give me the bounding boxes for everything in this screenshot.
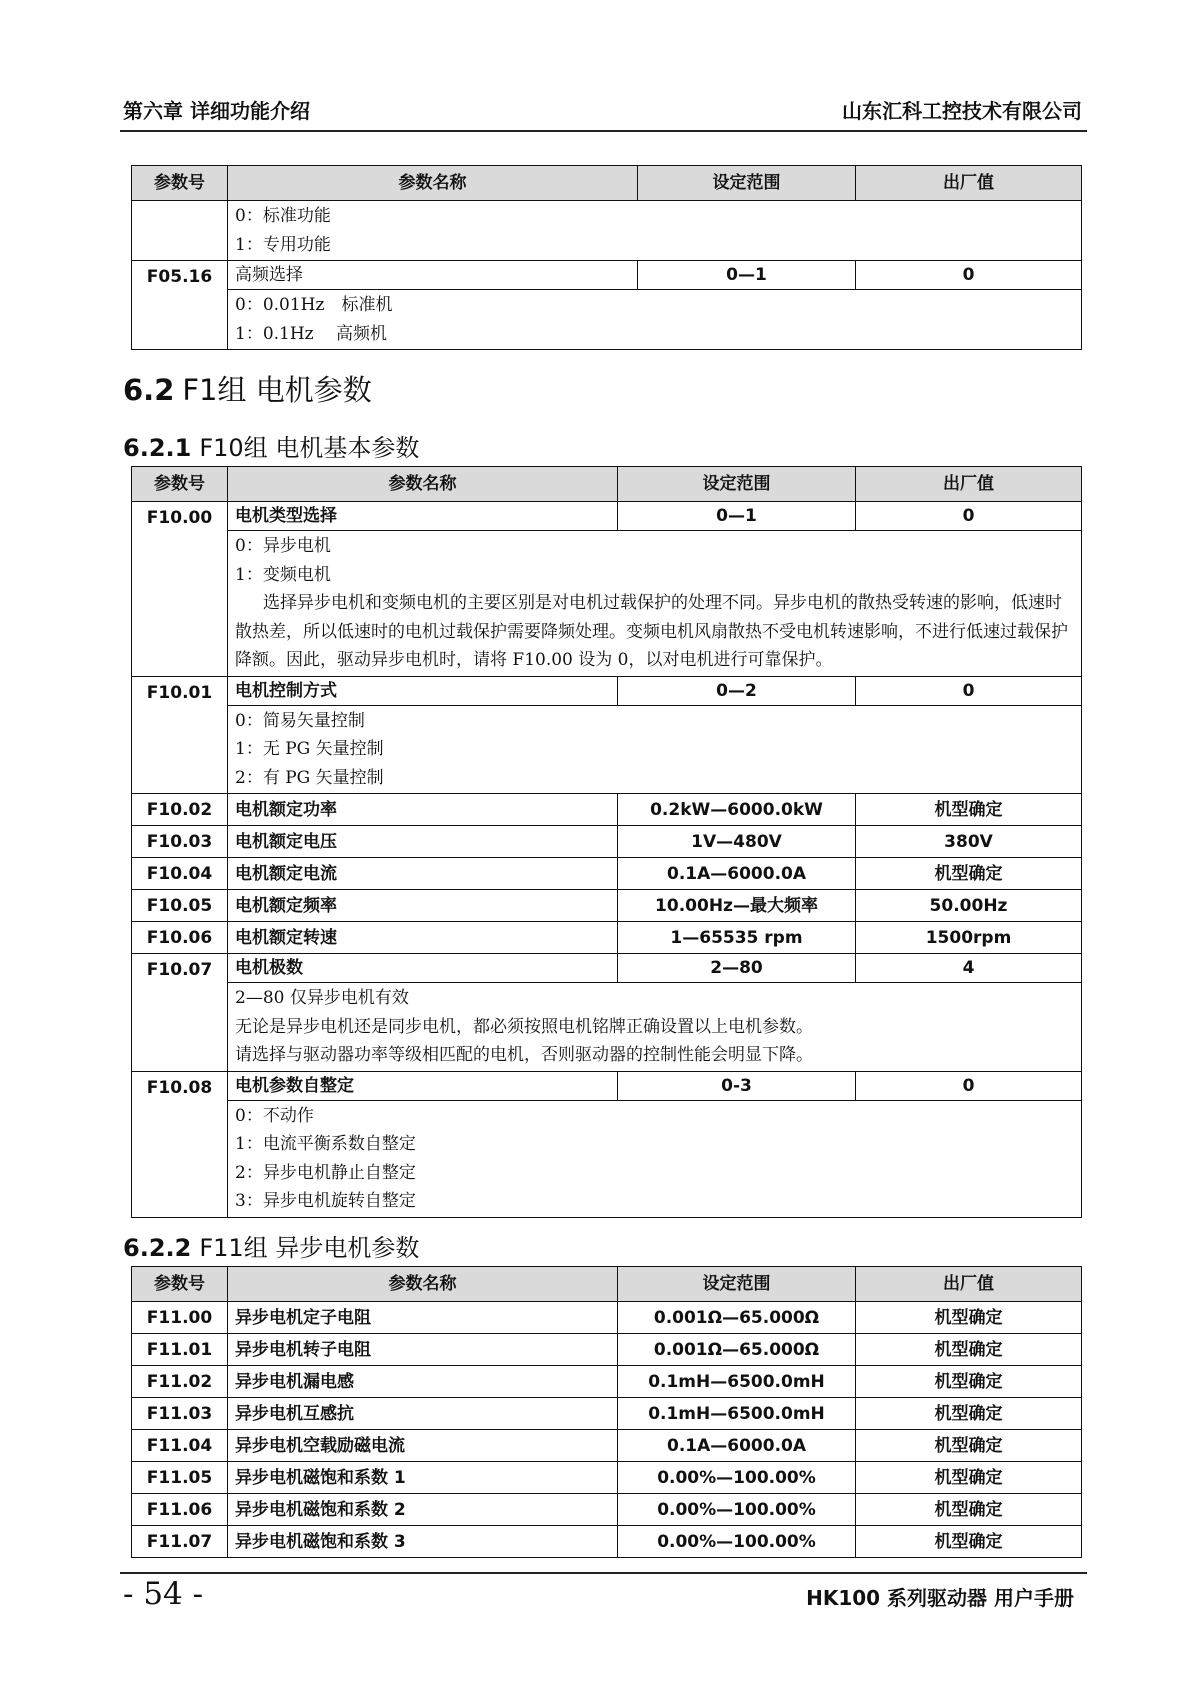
param-id: [132, 201, 228, 261]
section-heading-6-2-1: [123, 428, 419, 463]
section-number: 6.2: [123, 373, 175, 407]
table-header-row: [132, 467, 1082, 502]
param-default: 0: [856, 502, 1082, 531]
param-name: 异步电机磁饱和系数 2: [228, 1494, 618, 1526]
param-name: 电机参数自整定: [228, 1071, 618, 1100]
param-range: 2—80: [618, 954, 856, 983]
param-description: [228, 531, 1082, 677]
param-id: F10.00: [132, 502, 228, 677]
param-id: F11.05: [132, 1462, 228, 1494]
param-id: F05.16: [132, 261, 228, 350]
table-header-row: [132, 166, 1082, 201]
param-default: 机型确定: [856, 1302, 1082, 1334]
header-rule: [120, 130, 1087, 132]
table-header-row: [132, 1267, 1082, 1302]
col-header-id: 参数号: [132, 166, 228, 201]
param-table-f10: [131, 466, 1082, 1218]
param-name: 电机额定电流: [228, 858, 618, 890]
param-default: 50.00Hz: [856, 890, 1082, 922]
param-name: 异步电机磁饱和系数 3: [228, 1526, 618, 1558]
table-row: [132, 290, 1082, 350]
section-title: F1组 电机参数: [182, 373, 372, 407]
param-id: F10.08: [132, 1071, 228, 1217]
param-range: 0.1A—6000.0A: [618, 858, 856, 890]
section-number: 6.2.2: [123, 1234, 192, 1262]
param-id: F10.01: [132, 676, 228, 794]
option-line: 3：异步电机旋转自整定: [235, 1191, 416, 1211]
table-row: [132, 1526, 1082, 1558]
param-range: 0.00%—100.00%: [618, 1494, 856, 1526]
option-line: 0：标准功能: [235, 206, 331, 226]
param-default: 0: [856, 1071, 1082, 1100]
param-name: 异步电机漏电感: [228, 1366, 618, 1398]
param-range: 0.1mH—6500.0mH: [618, 1366, 856, 1398]
param-id: F11.00: [132, 1302, 228, 1334]
param-range: 0—2: [618, 676, 856, 705]
note-line: 2—80 仅异步电机有效: [235, 988, 409, 1008]
option-line: 2：异步电机静止自整定: [235, 1162, 416, 1183]
col-header-default: 出厂值: [856, 467, 1082, 502]
param-range: 0.001Ω—65.000Ω: [618, 1302, 856, 1334]
col-header-range: 设定范围: [618, 1267, 856, 1302]
param-range: 0-3: [618, 1071, 856, 1100]
param-name: 高频选择: [228, 261, 638, 290]
note-line: 无论是异步电机还是同步电机，都必须按照电机铭牌正确设置以上电机参数。: [235, 1016, 813, 1037]
param-name: 电机额定转速: [228, 922, 618, 954]
param-default: 机型确定: [856, 1430, 1082, 1462]
table-row: [132, 1100, 1082, 1217]
param-default: 机型确定: [856, 1366, 1082, 1398]
param-id: F11.06: [132, 1494, 228, 1526]
table-row: [132, 794, 1082, 826]
col-header-name: 参数名称: [228, 166, 638, 201]
table-row: [132, 1334, 1082, 1366]
param-default: 0: [856, 261, 1082, 290]
param-default: 机型确定: [856, 1334, 1082, 1366]
param-default: 机型确定: [856, 1462, 1082, 1494]
param-range: 0—1: [638, 261, 856, 290]
param-default: 机型确定: [856, 858, 1082, 890]
param-range: 0.2kW—6000.0kW: [618, 794, 856, 826]
param-name: 电机极数: [228, 954, 618, 983]
company-name: 山东汇科工控技术有限公司: [842, 99, 1082, 123]
table-row: [132, 1462, 1082, 1494]
table-row: [132, 922, 1082, 954]
param-description: [228, 290, 1082, 350]
param-description: [228, 983, 1082, 1072]
param-range: 0.00%—100.00%: [618, 1526, 856, 1558]
col-header-id: 参数号: [132, 467, 228, 502]
table-row: [132, 954, 1082, 983]
param-default: 机型确定: [856, 1526, 1082, 1558]
section-heading-6-2: [123, 368, 372, 409]
col-header-name: 参数名称: [228, 1267, 618, 1302]
param-default: 机型确定: [856, 794, 1082, 826]
param-id: F11.07: [132, 1526, 228, 1558]
table-row: [132, 502, 1082, 531]
param-id: F10.03: [132, 826, 228, 858]
table-row: [132, 201, 1082, 261]
option-line: 0：0.01Hz 标准机: [235, 295, 393, 315]
section-heading-6-2-2: [123, 1228, 419, 1263]
section-number: 6.2.1: [123, 434, 192, 462]
param-default: 机型确定: [856, 1494, 1082, 1526]
param-name: 异步电机磁饱和系数 1: [228, 1462, 618, 1494]
param-name: 电机额定电压: [228, 826, 618, 858]
param-id: F11.01: [132, 1334, 228, 1366]
param-name: 电机类型选择: [228, 502, 618, 531]
option-line: 1：专用功能: [235, 234, 331, 255]
col-header-range: 设定范围: [638, 166, 856, 201]
param-table-f11: [131, 1266, 1082, 1558]
option-line: 1：电流平衡系数自整定: [235, 1134, 416, 1154]
table-row: [132, 705, 1082, 794]
manual-title: HK100 系列驱动器 用户手册: [806, 1586, 1074, 1610]
footer-rule: [120, 1572, 1087, 1574]
option-line: 0：简易矢量控制: [235, 710, 365, 731]
col-header-id: 参数号: [132, 1267, 228, 1302]
param-name: 电机控制方式: [228, 676, 618, 705]
param-table-f05: [131, 165, 1082, 350]
param-name: 异步电机空载励磁电流: [228, 1430, 618, 1462]
table-row: [132, 858, 1082, 890]
note-line: 请选择与驱动器功率等级相匹配的电机，否则驱动器的控制性能会明显下降。: [235, 1045, 813, 1065]
section-title: F11组 异步电机参数: [199, 1234, 420, 1262]
page-number: - 54 -: [123, 1576, 204, 1612]
col-header-range: 设定范围: [618, 467, 856, 502]
col-header-name: 参数名称: [228, 467, 618, 502]
option-line: 1：0.1Hz 高频机: [235, 323, 388, 344]
option-line: 0：异步电机: [235, 536, 331, 556]
param-name: 异步电机定子电阻: [228, 1302, 618, 1334]
param-name: 电机额定频率: [228, 890, 618, 922]
table-row: [132, 1430, 1082, 1462]
param-range: 1—65535 rpm: [618, 922, 856, 954]
table-row: [132, 1302, 1082, 1334]
param-id: F10.07: [132, 954, 228, 1072]
chapter-title: 第六章 详细功能介绍: [123, 99, 310, 123]
option-line: 1：变频电机: [235, 564, 331, 585]
param-id: F11.04: [132, 1430, 228, 1462]
param-id: F10.05: [132, 890, 228, 922]
param-default: 机型确定: [856, 1398, 1082, 1430]
param-default: 0: [856, 676, 1082, 705]
param-range: 0.1A—6000.0A: [618, 1430, 856, 1462]
param-description: [228, 201, 1082, 261]
table-row: [132, 261, 1082, 290]
param-id: F10.04: [132, 858, 228, 890]
param-id: F10.02: [132, 794, 228, 826]
col-header-default: 出厂值: [856, 166, 1082, 201]
param-range: 0.1mH—6500.0mH: [618, 1398, 856, 1430]
table-row: [132, 1494, 1082, 1526]
table-row: [132, 531, 1082, 677]
param-id: F11.02: [132, 1366, 228, 1398]
param-description: [228, 1100, 1082, 1217]
param-description: [228, 705, 1082, 794]
param-range: 0.001Ω—65.000Ω: [618, 1334, 856, 1366]
param-id: F10.06: [132, 922, 228, 954]
param-name: 电机额定功率: [228, 794, 618, 826]
table-row: [132, 826, 1082, 858]
description-paragraph: 选择异步电机和变频电机的主要区别是对电机过载保护的处理不同。异步电机的散热受转速的影响，低速时散热差，所以低速时的电机过载保护需要降频处理。变频电机风扇散热不受电机转速影响，不进行低速过载保护降额。因此，驱动异步电机时，请将 F10.00 设为 0，以对电机进行可靠保护。: [235, 593, 1068, 670]
param-range: 1V—480V: [618, 826, 856, 858]
param-name: 异步电机互感抗: [228, 1398, 618, 1430]
param-id: F11.03: [132, 1398, 228, 1430]
option-line: 1：无 PG 矢量控制: [235, 739, 384, 759]
table-row: [132, 1366, 1082, 1398]
param-range: 0.00%—100.00%: [618, 1462, 856, 1494]
param-default: 4: [856, 954, 1082, 983]
col-header-default: 出厂值: [856, 1267, 1082, 1302]
table-row: [132, 983, 1082, 1072]
param-default: 1500rpm: [856, 922, 1082, 954]
option-line: 0：不动作: [235, 1105, 314, 1126]
table-row: [132, 1071, 1082, 1100]
param-name: 异步电机转子电阻: [228, 1334, 618, 1366]
param-range: 10.00Hz—最大频率: [618, 890, 856, 922]
param-range: 0—1: [618, 502, 856, 531]
table-row: [132, 1398, 1082, 1430]
param-default: 380V: [856, 826, 1082, 858]
table-row: [132, 676, 1082, 705]
table-row: [132, 890, 1082, 922]
section-title: F10组 电机基本参数: [199, 434, 420, 462]
option-line: 2：有 PG 矢量控制: [235, 767, 384, 788]
